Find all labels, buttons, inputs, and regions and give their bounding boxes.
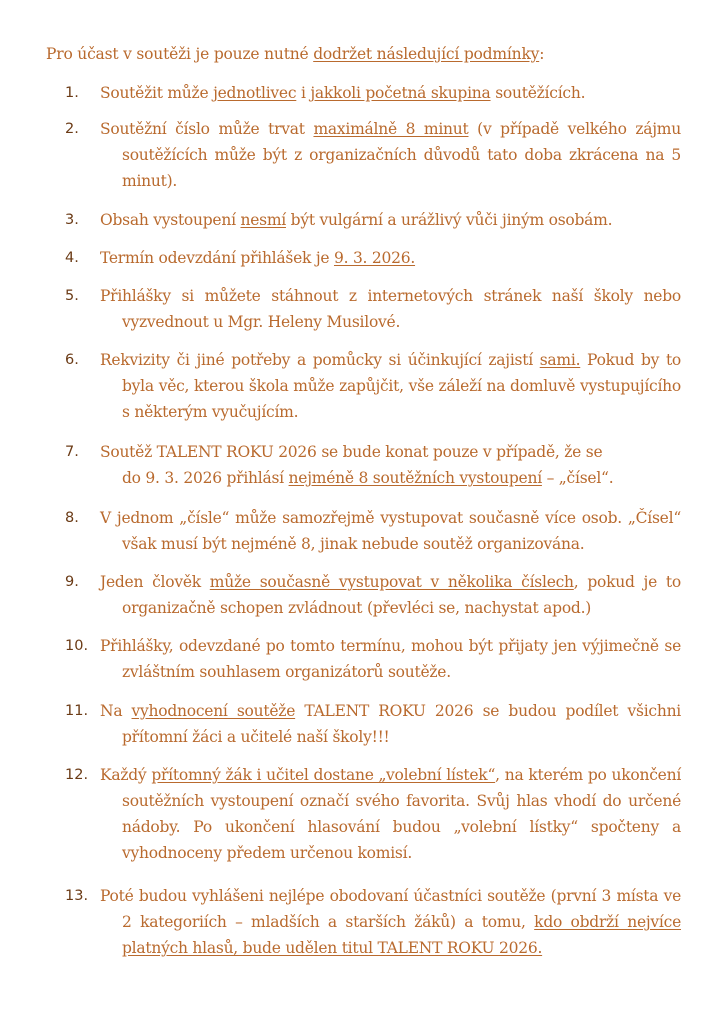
rule-segment: – „čísel“. [541,469,614,487]
rule-text [100,245,681,271]
rule-segment: být vulgární a urážlivý vůči jiným osobám. [285,211,613,229]
rule-text [100,569,681,621]
rule-segment: do 9. 3. 2026 přihlásí [122,469,289,487]
rule-underlined: jednotlivec [213,84,297,102]
rule-text [100,762,681,866]
rule-number: 12. [65,767,89,783]
rule-text: Přihlášky si můžete stáhnout z internetových stránek naší školy nebo vyzvednout u Mgr. Heleny Musilové. [100,287,681,331]
rule-text [100,207,681,233]
rule-segment: i [296,84,311,102]
rule-segment: Poté budou vyhlášeni nejlépe obodovaní účastníci soutěže (první 3 místa ve 2 kategoriích – mladších a starších žáků) a tomu, [100,887,681,931]
rule-text: V jednom „čísle“ může samozřejmě vystupovat současně více osob. „Čísel“ však musí být nejméně 8, jinak nebude soutěž organizována. [100,509,681,553]
rule-segment: Jeden člověk [100,573,210,591]
rule-number: 5. [65,288,79,304]
rule-number: 3. [65,212,79,228]
rule-underlined: přítomný žák i učitel dostane „volební lístek“ [151,766,496,784]
rule-underlined: sami. [539,351,581,369]
rule-underlined: maximálně 8 minut [313,120,469,138]
rule-text [100,883,681,961]
rule-segment: Rekvizity či jiné potřeby a pomůcky si účinkující zajistí [100,351,540,369]
rule-number: 6. [65,352,79,368]
rule-segment: (v případě velkého zájmu soutěžících může být z organizačních důvodů tato doba zkrácena na 5 minut). [122,120,681,190]
rule-text: Přihlášky, odevzdané po tomto termínu, mohou být přijaty jen výjimečně se zvláštním souhlasem organizátorů soutěže. [100,637,681,681]
intro-suffix: : [539,45,545,63]
rule-text [100,698,681,750]
rule-number: 2. [65,121,79,137]
rule-text [100,439,681,491]
rule-number: 10. [65,638,89,654]
rule-segment: Soutěž TALENT ROKU 2026 se bude konat pouze v případě, že se [100,443,603,461]
rule-segment: Každý [100,766,152,784]
rule-text [100,116,681,194]
rule-segment: , na kterém po ukončení soutěžních vystoupení označí svého favorita. Svůj hlas vhodí do určené nádoby. Po ukončení hlasování budou „volební lístky“ spočteny a vyhodnoceny předem určenou komisí. [122,766,682,862]
rule-number: 1. [65,85,79,101]
rule-underlined: nejméně 8 soutěžních vystoupení [288,469,542,487]
rule-segment: Pokud by to byla věc, kterou škola může zapůjčit, vše záleží na domluvě vystupujícího s některým vyučujícím. [122,351,682,421]
rule-text [100,347,681,425]
rule-number: 11. [65,703,89,719]
rule-number: 9. [65,574,79,590]
rule-segment: , pokud je to organizačně schopen zvládnout (převléci se, nachystat apod.) [122,573,681,617]
rule-number: 4. [65,250,79,266]
rule-segment: Na [100,702,132,720]
rule-number: 8. [65,510,79,526]
rule-underlined: nesmí [240,211,286,229]
intro-paragraph [46,44,686,64]
intro-underlined: dodržet následující podmínky [313,45,540,63]
rule-underlined: kdo obdrží nejvíce platných hlasů, bude udělen titul TALENT ROKU 2026. [122,913,681,957]
rule-segment: TALENT ROKU 2026 se budou podílet všichni přítomní žáci a učitelé naší školy!!! [122,702,682,746]
rule-segment: Obsah vystoupení [100,211,241,229]
rule-text [100,80,681,106]
rule-underlined: vyhodnocení soutěže [131,702,296,720]
rule-underlined: může současně vystupovat v několika číslech [209,573,574,591]
rule-segment: Soutěžit může [100,84,214,102]
rule-segment: soutěžících. [490,84,586,102]
rule-number: 13. [65,888,89,904]
rule-underlined: 9. 3. 2026. [333,249,416,267]
intro-text: Pro účast v soutěži je pouze nutné [46,45,314,63]
rule-number: 7. [65,444,79,460]
rule-segment: Termín odevzdání přihlášek je [100,249,334,267]
rule-underlined: jakkoli početná skupina [310,84,491,102]
rule-segment: Soutěžní číslo může trvat [100,120,314,138]
